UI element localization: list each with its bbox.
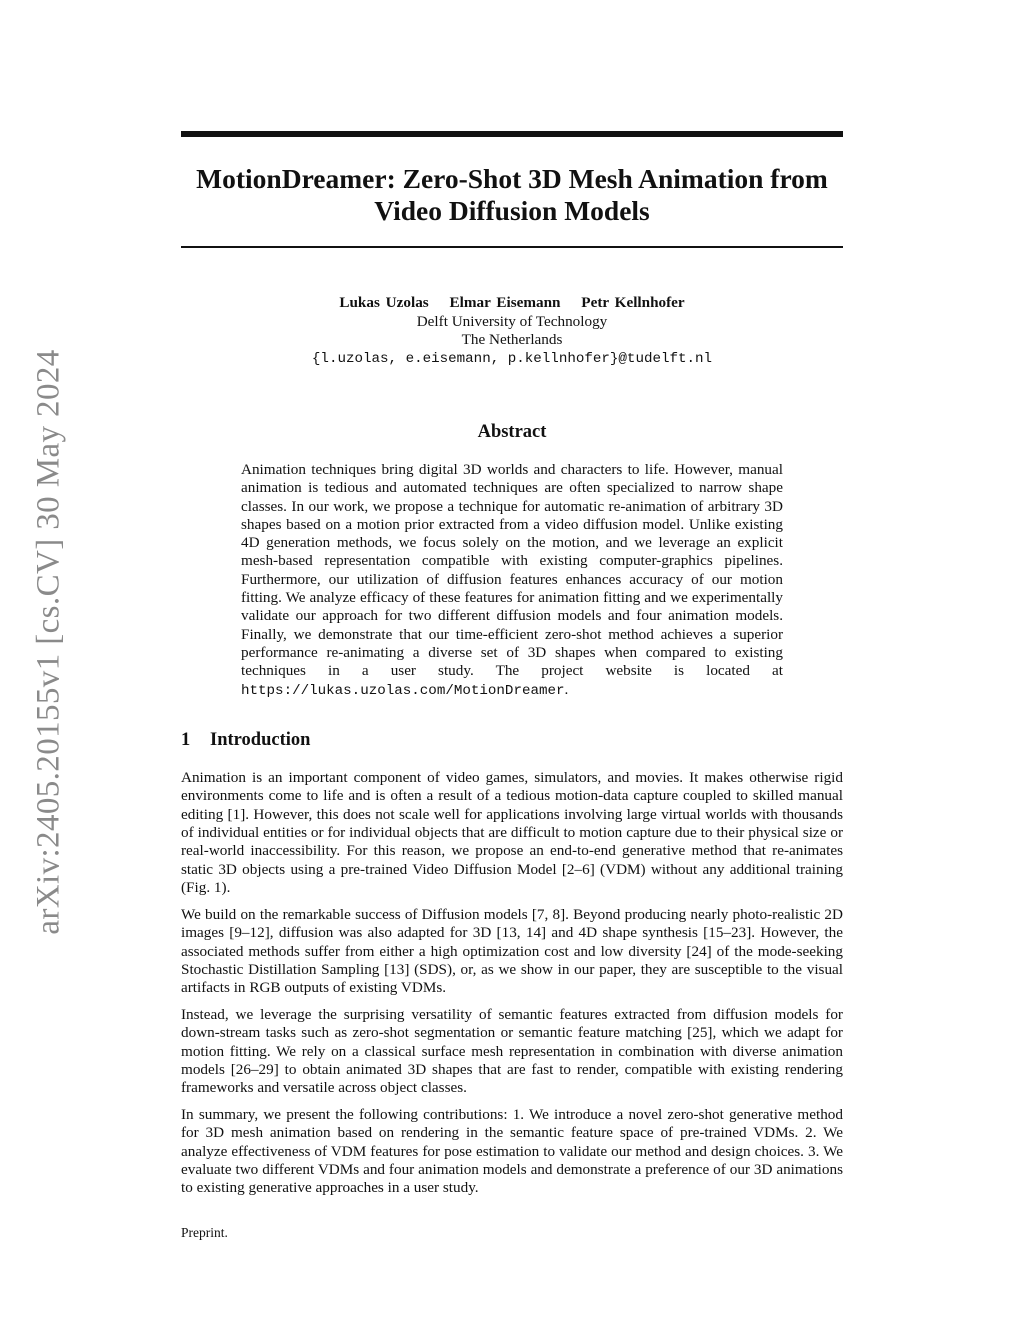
- author-name: Elmar Eisemann: [449, 294, 561, 311]
- project-website-link[interactable]: https://lukas.uzolas.com/MotionDreamer: [241, 682, 565, 699]
- abstract-text: [241, 461, 783, 700]
- author-name: Petr Kellnhofer: [581, 294, 685, 311]
- author-block: [181, 294, 843, 368]
- intro-paragraph: Animation is an important component of video games, simulators, and movies. It makes otherwise rigid environments come to life and is often a result of a tedious motion-data capture coupled to skilled manual editing [1]. However, this does not scale well for applications involving large virtual worlds with thousands of individual entities or for individual objects that are difficult to motion capture due to their physical size or real-world inaccessibility. For this reason, we propose an end-to-end generative method that re-animates static 3D objects using a pre-trained Video Diffusion Model [2–6] (VDM) without any additional training (Fig. 1).: [181, 768, 843, 897]
- author-name: Lukas Uzolas: [339, 294, 429, 311]
- title-rule-bottom: [181, 246, 843, 248]
- section-number: 1: [181, 729, 191, 750]
- intro-paragraph: In summary, we present the following contributions: 1. We introduce a novel zero-shot generative method for 3D mesh animation based on rendering in the semantic feature space of pre-trained VDMs. 2. We analyze effectiveness of VDM features for pose estimation to validate our method and design choices. 3. We evaluate two different VDMs and four animation models and demonstrate a preference of our 3D animations to existing generative approaches in a user study.: [181, 1105, 843, 1197]
- affiliation-country: The Netherlands: [461, 331, 563, 348]
- section-title: Introduction: [210, 729, 311, 750]
- abstract-heading: Abstract: [477, 422, 547, 442]
- author-emails: {l.uzolas, e.eisemann, p.kellnhofer}@tudelft.nl: [311, 350, 713, 367]
- section-heading-introduction: [181, 730, 843, 751]
- intro-paragraph: We build on the remarkable success of Diffusion models [7, 8]. Beyond producing nearly photo-realistic 2D images [9–12], diffusion was also adapted for 3D [13, 14] and 4D shape synthesis [15–23]. However, the associated methods suffer from either a high optimization cost and low diversity [24] of the mode-seeking Stochastic Distillation Sampling [13] (SDS), or, as we show in our paper, they are susceptible to the visual artifacts in RGB outputs of existing VDMs.: [181, 905, 843, 997]
- footer-note: Preprint.: [181, 1225, 228, 1240]
- affiliation: Delft University of Technology: [416, 312, 608, 330]
- title-rule-top: [181, 131, 843, 137]
- abstract-end: .: [564, 680, 569, 698]
- intro-paragraph: Instead, we leverage the surprising versatility of semantic features extracted from diffusion models for down-stream tasks such as zero-shot segmentation or semantic feature matching [25], which we adapt for motion fitting. We rely on a classical surface mesh representation in combination with diverse animation models [26–29] to obtain animated 3D shapes that are fast to render, compatible with existing rendering frameworks and versatile across object classes.: [181, 1005, 843, 1097]
- abstract-body: Animation techniques bring digital 3D worlds and characters to life. However, manual animation is tedious and automated techniques are often specialized to narrow shape classes. In our work, we propose a technique for automatic re-animation of arbitrary 3D shapes based on a motion prior extracted from a video diffusion model. Unlike existing 4D generation methods, we focus solely on the motion, and we leverage an explicit mesh-based representation compatible with existing computer-graphics pipelines. Furthermore, our utilization of diffusion features enhances accuracy of our motion fitting. We analyze efficacy of these features for animation fitting and we experimentally validate our approach for two different diffusion models and four animation models. Finally, we demonstrate that our time-efficient zero-shot method achieves a superior performance re-animating a diverse set of 3D shapes when compared to existing techniques in a user study. The project website is located at: [241, 461, 783, 680]
- author-list: [181, 294, 843, 313]
- paper-header: [181, 131, 843, 1198]
- paper-title: MotionDreamer: Zero-Shot 3D Mesh Animation from Video Diffusion Models: [196, 163, 828, 226]
- arxiv-identifier: arXiv:2405.20155v1 [cs.CV] 30 May 2024: [30, 349, 67, 935]
